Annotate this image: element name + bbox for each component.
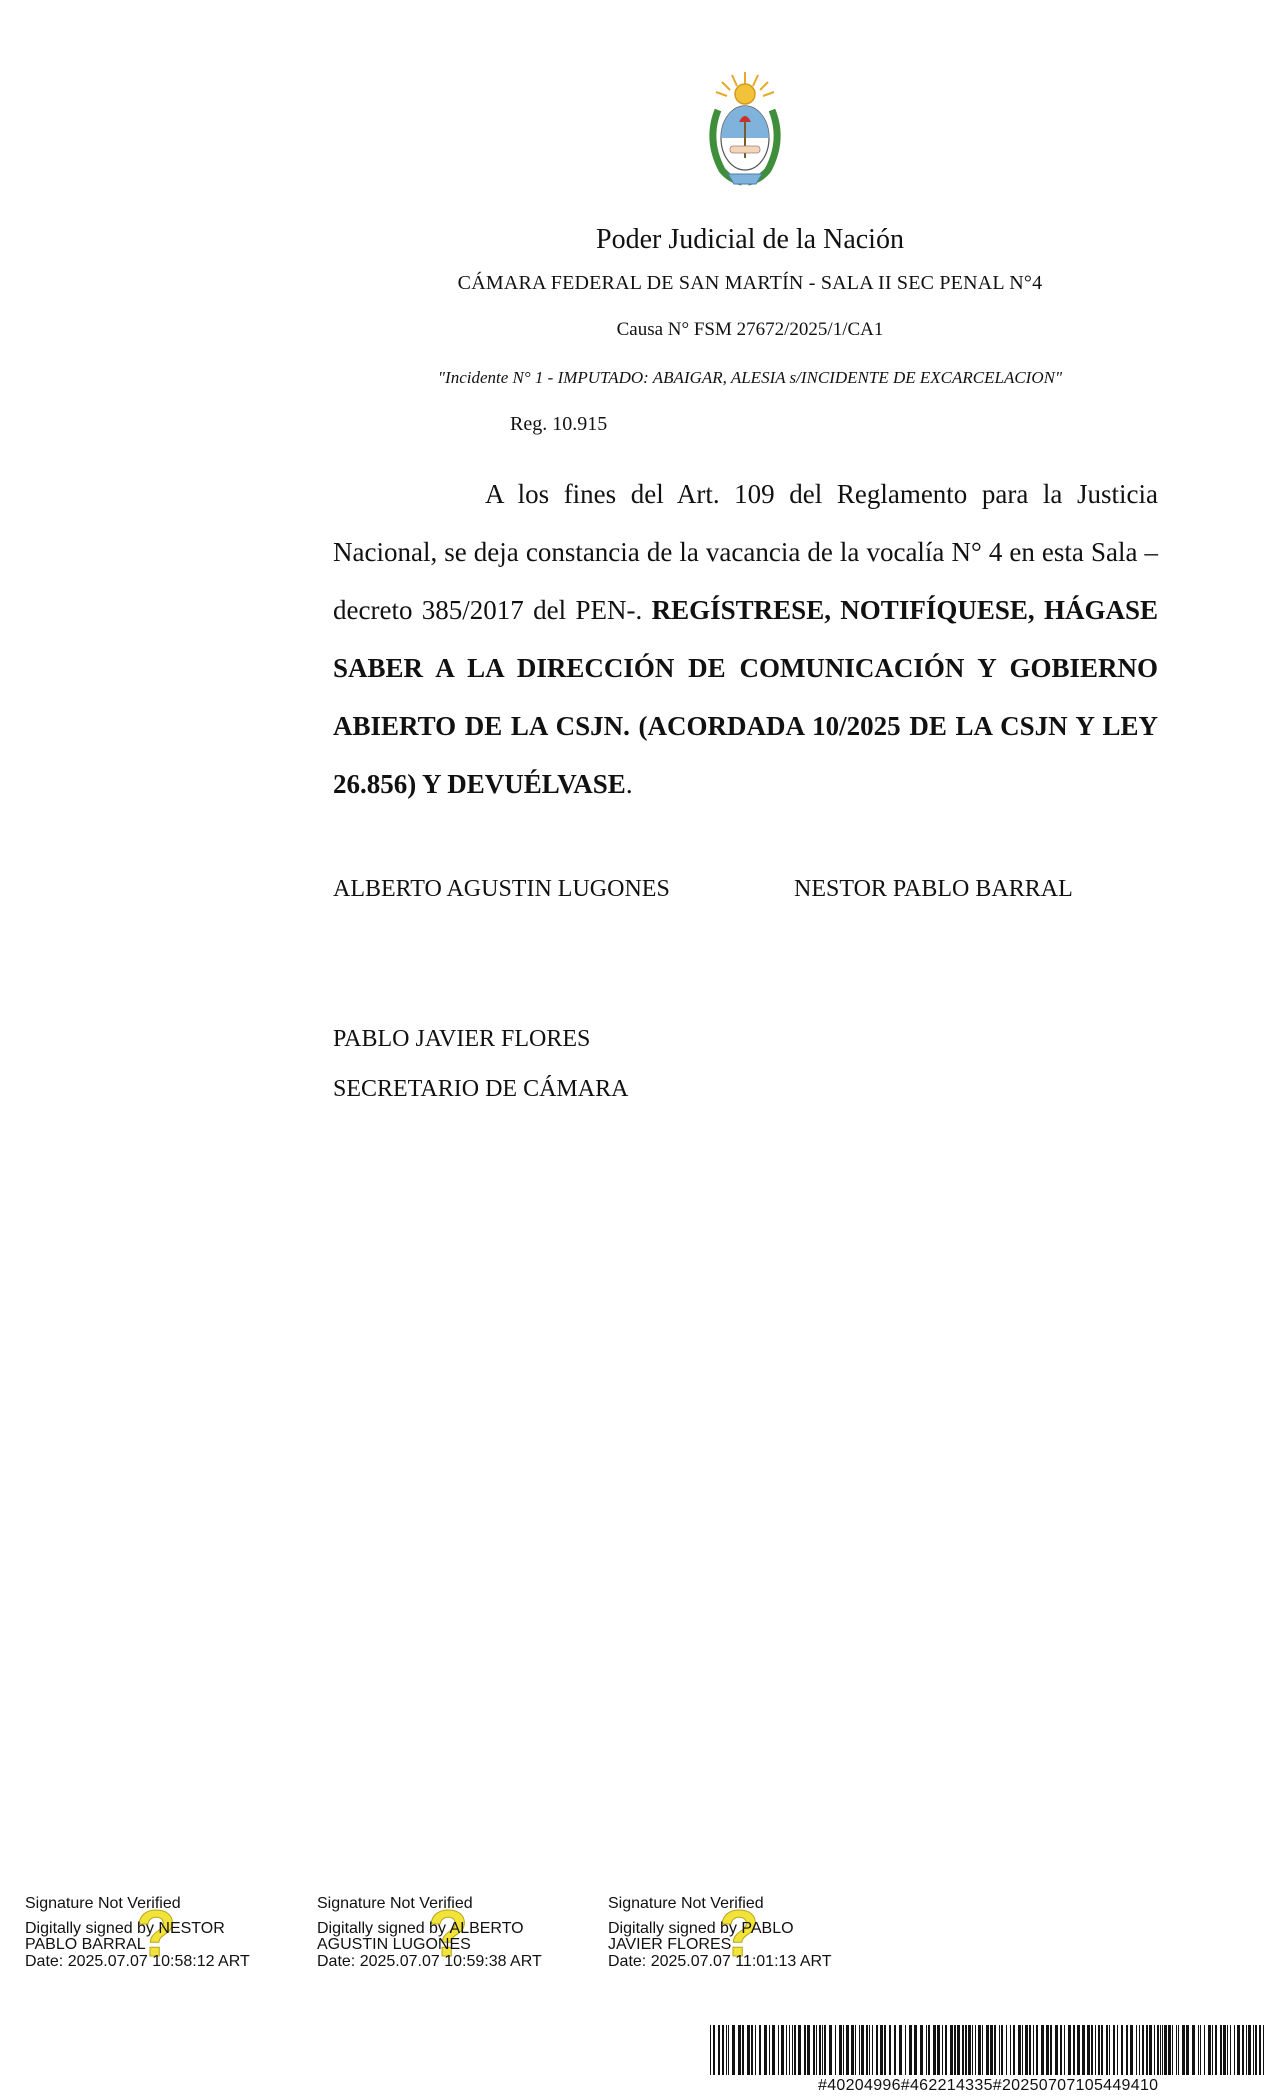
- signature-status: Signature Not Verified: [25, 1895, 181, 1912]
- registry-number: Reg. 10.915: [510, 413, 608, 435]
- secretary-title: SECRETARIO DE CÁMARA: [333, 1076, 629, 1102]
- resolution-paragraph: [333, 465, 1158, 813]
- signature-signer-line-2: AGUSTIN LUGONES: [317, 1936, 471, 1953]
- judge-name-lugones: ALBERTO AGUSTIN LUGONES: [333, 876, 670, 902]
- svg-text:?: ?: [718, 1900, 760, 1964]
- digital-signature-lugones[interactable]: [317, 1896, 587, 1970]
- svg-text:?: ?: [135, 1900, 177, 1964]
- chamber-name: CÁMARA FEDERAL DE SAN MARTÍN - SALA II SEC PENAL N°4: [457, 272, 1043, 294]
- signature-date: Date: 2025.07.07 11:01:13 ART: [608, 1952, 832, 1970]
- signature-signer-line-1: Digitally signed by ALBERTO: [317, 1919, 524, 1937]
- cause-number: Causa N° FSM 27672/2025/1/CA1: [616, 319, 884, 340]
- barcode-number: #40204996#462214335#20250707105449410: [818, 2077, 1159, 2094]
- signature-signer-line-1: Digitally signed by NESTOR: [25, 1919, 225, 1937]
- resolution-plain-text: A los fines del Art. 109 del Reglamento para la Justicia Nacional, se deja constancia de la vacancia de la vocalía N° 4 en esta Sala –decreto 385/2017 del PEN-.: [333, 479, 1158, 625]
- barcode-icon: [708, 2025, 1268, 2081]
- secretary-name: PABLO JAVIER FLORES: [333, 1026, 591, 1052]
- judge-name-barral: NESTOR PABLO BARRAL: [794, 876, 1073, 902]
- signature-date: Date: 2025.07.07 10:58:12 ART: [25, 1952, 250, 1970]
- page-title: Poder Judicial de la Nación: [596, 224, 904, 255]
- signature-status: Signature Not Verified: [608, 1895, 764, 1912]
- svg-text:?: ?: [427, 1900, 469, 1964]
- signature-status: Signature Not Verified: [317, 1895, 473, 1912]
- digital-signature-barral[interactable]: [25, 1896, 295, 1970]
- signature-signer-line-2: PABLO BARRAL: [25, 1936, 146, 1953]
- signature-signer-line-1: Digitally signed by PABLO: [608, 1919, 794, 1937]
- resolution-end: .: [625, 769, 633, 799]
- signature-date: Date: 2025.07.07 10:59:38 ART: [317, 1952, 542, 1970]
- digital-signature-flores[interactable]: [608, 1896, 878, 1970]
- incident-caption: "Incidente N° 1 - IMPUTADO: ABAIGAR, ALESIA s/INCIDENTE DE EXCARCELACION": [437, 368, 1063, 387]
- coat-of-arms-icon: [700, 70, 790, 195]
- resolution-bold-text: REGÍSTRESE, NOTIFÍQUESE, HÁGASE SABER A LA DIRECCIÓN DE COMUNICACIÓN Y GOBIERNO ABIERTO DE LA CSJN. (ACORDADA 10/2025 DE LA CSJN Y LEY 26.856) Y DEVUÉLVASE: [333, 595, 1158, 799]
- signature-signer-line-2: JAVIER FLORES: [608, 1936, 732, 1953]
